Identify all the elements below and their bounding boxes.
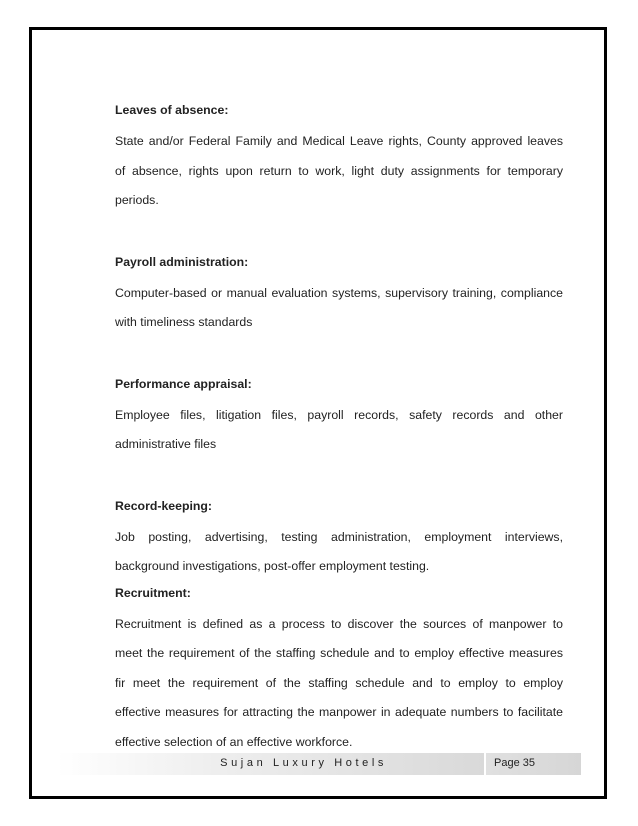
body-line: administrative files	[115, 437, 217, 451]
body-line: periods.	[115, 193, 159, 207]
section-leaves-of-absence	[115, 102, 563, 216]
page-number: Page 35	[494, 757, 535, 769]
footer-bar	[57, 753, 484, 775]
body-line: background investigations, post-offer employment testing.	[115, 559, 430, 573]
section-heading: Leaves of absence:	[115, 103, 229, 117]
body-line: Employee files, litigation files, payroll records, safety records and other	[115, 407, 563, 422]
section-payroll-administration	[115, 254, 563, 338]
body-line: Job posting, advertising, testing administration, employment interviews,	[115, 529, 563, 544]
body-line: with timeliness standards	[115, 315, 253, 329]
section-record-keeping	[115, 498, 563, 582]
section-heading: Payroll administration:	[115, 254, 249, 269]
body-line: effective measures for attracting the manpower in adequate numbers to facilitate	[115, 705, 563, 719]
section-performance-appraisal	[115, 376, 563, 460]
footer-page-box	[486, 753, 581, 775]
body-line: Computer-based or manual evaluation systems, supervisory training, compliance	[115, 285, 563, 300]
body-line: fir meet the requirement of the staffing schedule and to employ to employ	[115, 675, 563, 690]
section-heading: Performance appraisal:	[115, 376, 252, 391]
document-body	[115, 102, 563, 757]
body-line: effective selection of an effective workforce.	[115, 734, 353, 749]
section-recruitment	[115, 585, 563, 758]
body-line: Recruitment is defined as a process to discover the sources of manpower to	[115, 616, 563, 631]
body-line: of absence, rights upon return to work, light duty assignments for temporary	[115, 163, 563, 178]
page-footer	[57, 753, 581, 775]
section-heading: Recruitment:	[115, 585, 191, 600]
body-line: State and/or Federal Family and Medical Leave rights, County approved leaves	[115, 134, 563, 148]
footer-hotel-name: Sujan Luxury Hotels	[220, 757, 387, 769]
section-heading: Record-keeping:	[115, 498, 213, 513]
body-line: meet the requirement of the staffing schedule and to employ effective measures	[115, 646, 563, 660]
